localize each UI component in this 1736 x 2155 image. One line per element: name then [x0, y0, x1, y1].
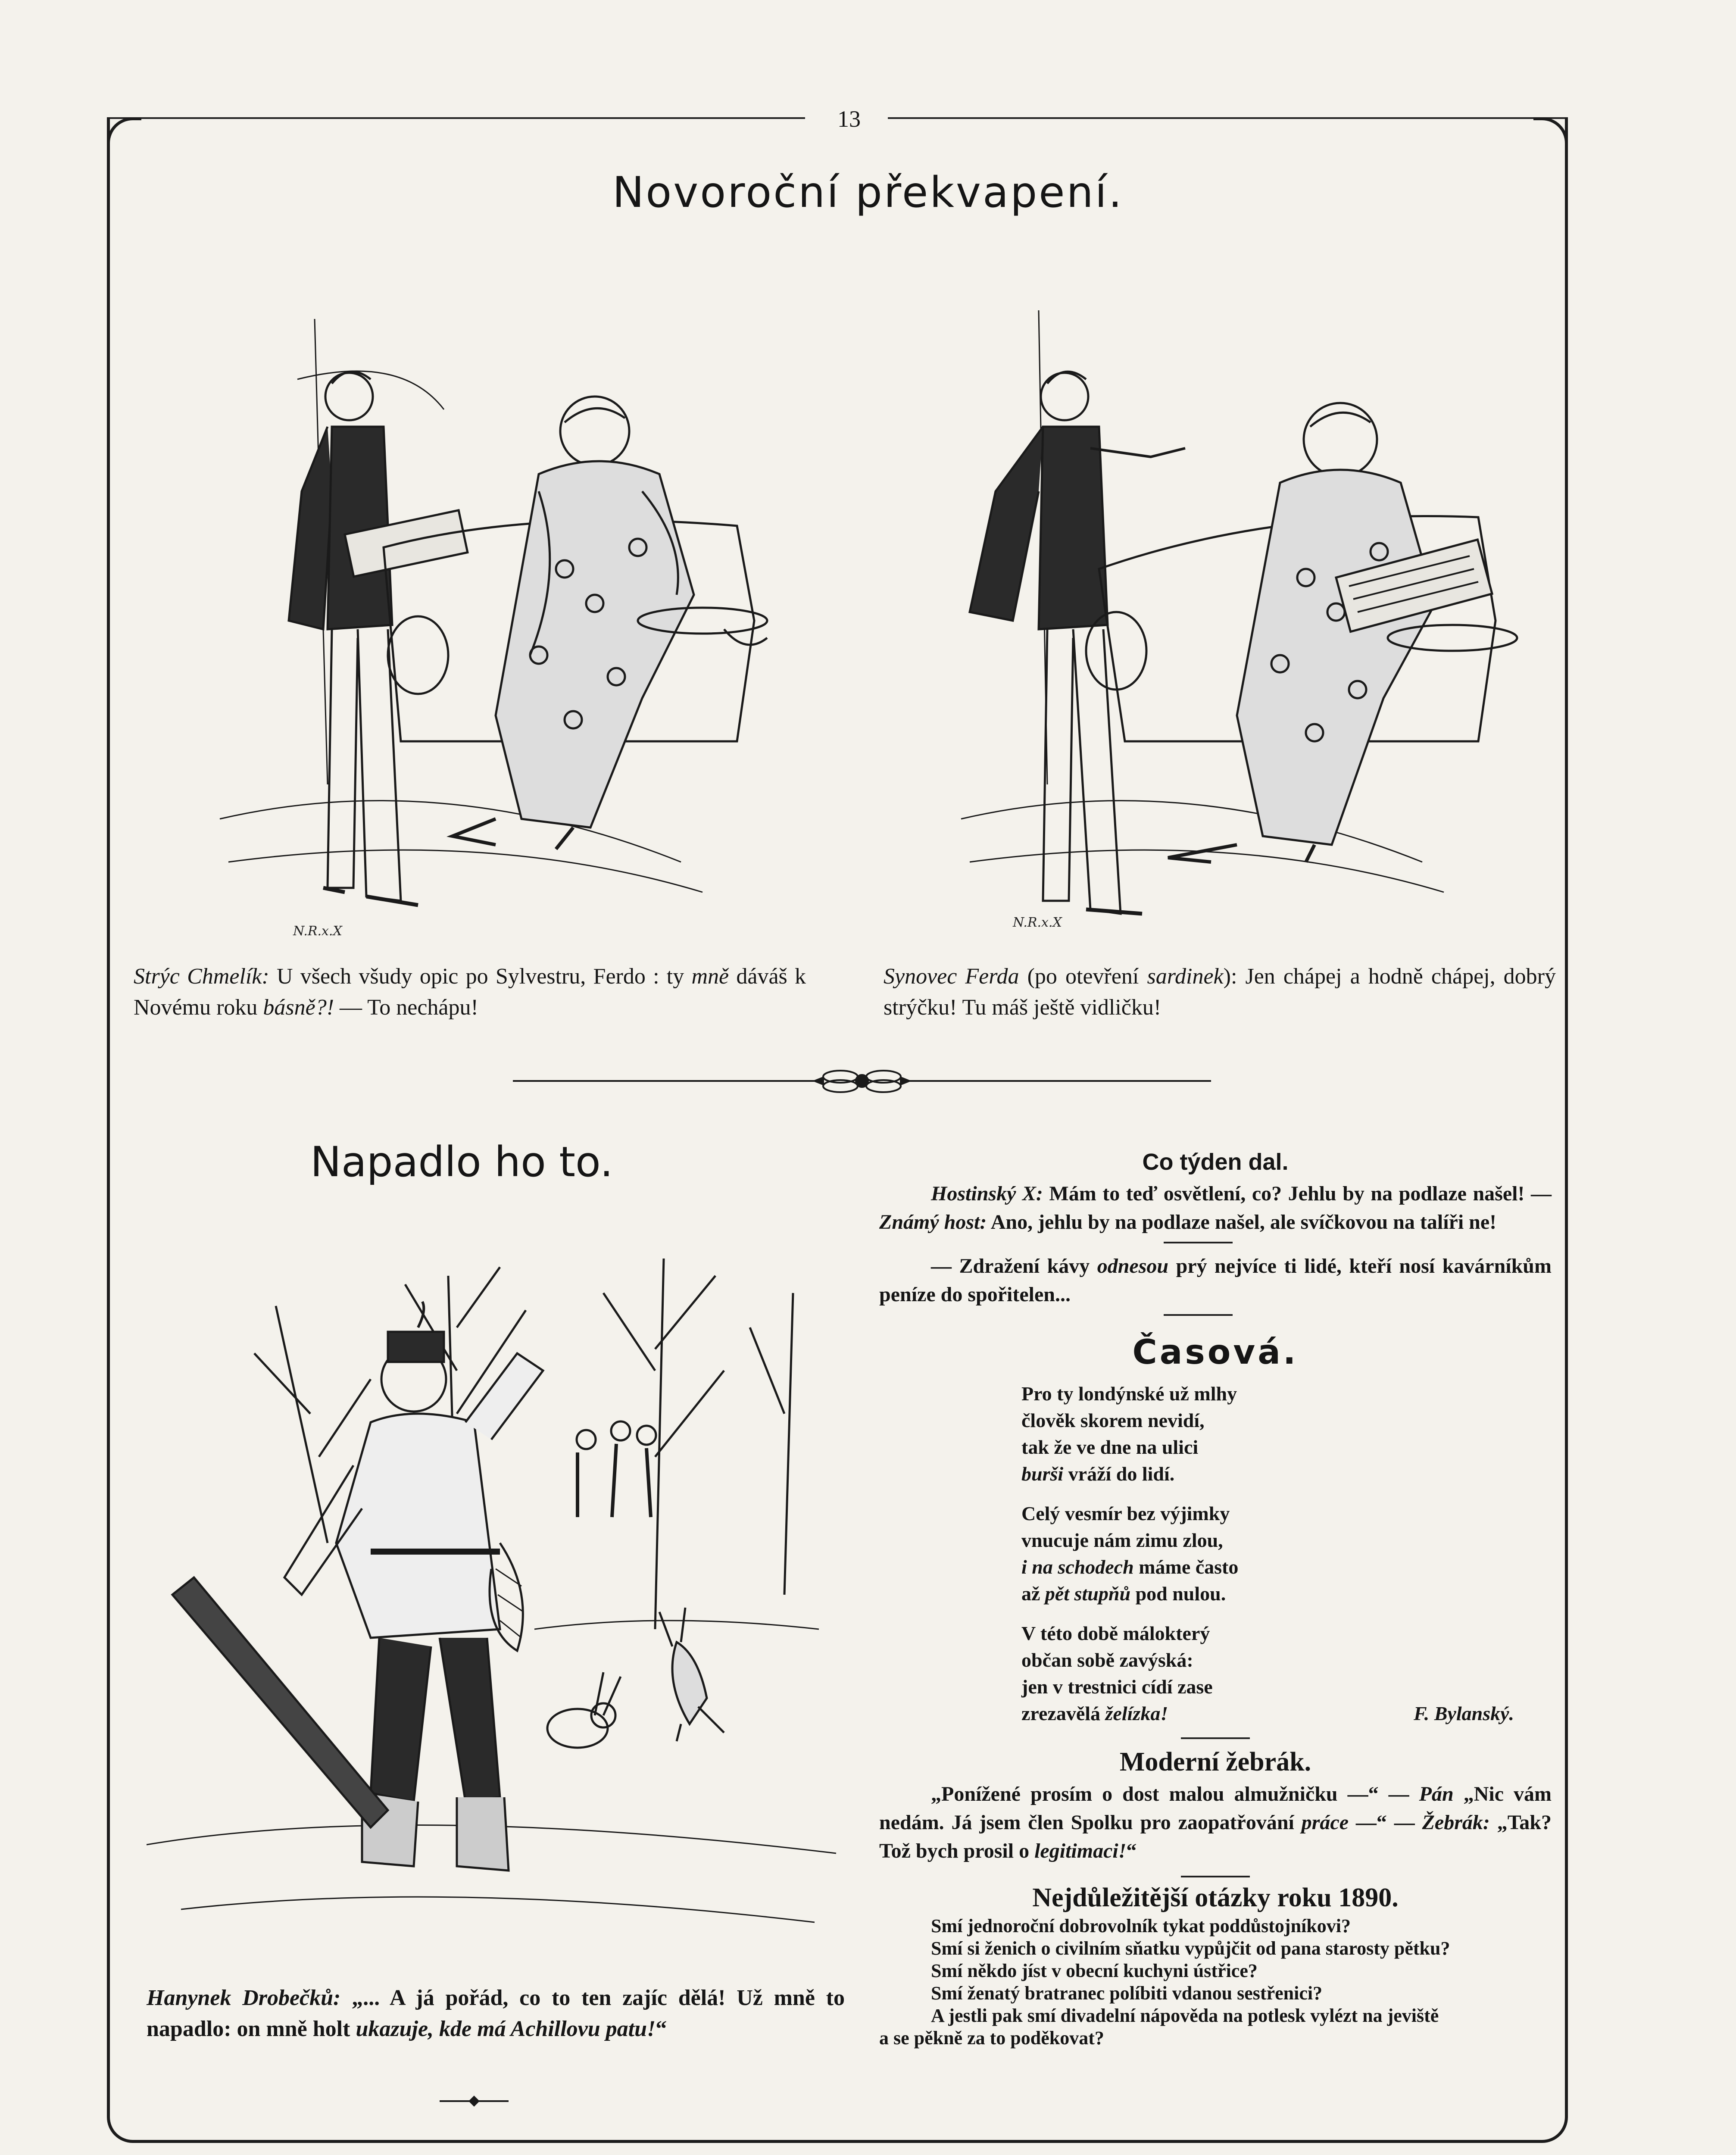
poem-line: V této době málokterý — [1021, 1622, 1210, 1644]
caption-text: ): Jen chápej a hodně chápej, dobrý strýčku! Tu máš ještě vidličku! — [884, 964, 1556, 1020]
illustrator-signature: N.R.x.X — [293, 924, 342, 939]
caption-speaker: Synovec Ferda — [884, 964, 1019, 989]
text: „Tak? Tož bych prosil o — [879, 1811, 1552, 1862]
poem-line: Celý vesmír bez výjimky — [1021, 1502, 1230, 1524]
cartoon-illustration-nephew-sardines — [884, 267, 1556, 940]
speaker: Hostinský X: — [931, 1182, 1043, 1205]
poem-line: jen v trestnici cídí zase — [1021, 1676, 1213, 1698]
ornamental-divider — [513, 1068, 1211, 1094]
text: vráží do lidí. — [1063, 1463, 1175, 1485]
emphasis: burši — [1021, 1463, 1064, 1485]
text: máme často — [1133, 1556, 1239, 1578]
heading-moderni-zebrak: Moderní žebrák. — [1119, 1747, 1311, 1777]
poem-line: vnucuje nám zimu zlou, — [1021, 1529, 1223, 1551]
caption-text: — To nechápu! — [334, 995, 478, 1020]
cartoon-illustration-uncle-book — [142, 267, 823, 940]
heading-co-tyden: Co týden dal. — [1142, 1149, 1289, 1175]
caption-text: “ — [656, 2017, 667, 2041]
text: prý nejvíce ti lidé, kteří nosí kavárníkům peníze do spořitelen... — [879, 1255, 1552, 1306]
question-line: Smí ženatý bratranec políbiti vdanou sestřenici? — [931, 1983, 1323, 2004]
emphasis: želízka! — [1105, 1702, 1168, 1724]
text: —“ — — [1349, 1811, 1422, 1834]
emphasis: pět stupňů — [1045, 1583, 1131, 1605]
caption-text: „... A já pořád, co to ten zajíc dělá! Už mně to napadlo: on mně holt — [147, 1986, 845, 2041]
paragraph-hostinsky — [879, 1180, 1552, 1237]
cartoon-caption-right — [884, 961, 1556, 1023]
poem-line — [1021, 1461, 1552, 1487]
poem-line: člověk skorem nevidí, — [1021, 1409, 1205, 1431]
emphasis: odnesou — [1097, 1255, 1169, 1277]
otazky-list — [879, 1915, 1552, 2049]
text: Ano, jehlu by na podlaze našel, ale svíčkovou na talíři ne! — [987, 1211, 1497, 1234]
short-rule — [1181, 1737, 1250, 1739]
caption-emphasis: mně — [691, 964, 729, 989]
illustrator-signature: N.R.x.X — [1013, 915, 1062, 930]
caption-text: dáváš k Novému roku — [134, 964, 806, 1020]
right-column — [879, 1149, 1552, 2049]
cartoon-caption-left — [134, 961, 806, 1023]
short-rule — [1181, 1876, 1250, 1877]
caption-text: (po otevření — [1019, 964, 1147, 989]
cartoon-illustration-hunter-hares — [147, 1241, 845, 1974]
section-title-napadlo: Napadlo ho to. — [310, 1138, 613, 1186]
short-rule — [1164, 1242, 1233, 1243]
caption-emphasis: ukazuje, kde má Achillovu patu! — [356, 2017, 656, 2041]
short-rule — [1164, 1314, 1233, 1316]
paragraph-kava — [879, 1252, 1552, 1309]
emphasis: Pán — [1419, 1783, 1454, 1805]
question-line: Smí si ženich o civilním sňatku vypůjčit od pana starosty pětku? — [931, 1938, 1450, 1959]
speaker: Známý host: — [879, 1211, 987, 1234]
main-title: Novoroční překvapení. — [612, 168, 1124, 217]
text: pod nulou. — [1130, 1583, 1226, 1605]
caption-emphasis: sardinek — [1147, 964, 1224, 989]
question-line: A jestli pak smí divadelní nápověda na potlesk vylézt na jeviště — [931, 2005, 1439, 2026]
poem-author: F. Bylanský. — [1414, 1702, 1514, 1724]
question-line: Smí jednoroční dobrovolník tykat poddůstojníkovi? — [931, 1915, 1351, 1936]
emphasis: práce — [1301, 1811, 1349, 1834]
cartoon-caption-hunter — [147, 1983, 845, 2045]
text: Mám to teď osvětlení, co? Jehlu by na podlaze našel! — — [1043, 1182, 1552, 1205]
poem-casova — [1021, 1380, 1552, 1727]
text: zrezavělá — [1021, 1702, 1105, 1724]
paragraph-zebrak — [879, 1780, 1552, 1865]
end-ornament — [440, 2095, 509, 2108]
page-number: 13 — [837, 106, 861, 132]
heading-otazky: Nejdůležitější otázky roku 1890. — [1032, 1883, 1399, 1912]
emphasis: Žebrák: — [1422, 1811, 1490, 1834]
emphasis: legitimaci! — [1034, 1840, 1127, 1862]
question-line: Smí někdo jíst v obecní kuchyni ústřice? — [931, 1960, 1258, 1981]
emphasis: i na schodech — [1021, 1556, 1134, 1578]
caption-speaker: Strýc Chmelík: — [134, 964, 269, 989]
poem-line: občan sobě zavýská: — [1021, 1649, 1193, 1671]
caption-speaker: Hanynek Drobečků: — [147, 1986, 341, 2010]
poem-line — [1021, 1580, 1552, 1607]
poem-line — [1021, 1700, 1552, 1727]
poem-line: tak že ve dne na ulici — [1021, 1436, 1199, 1458]
question-line: a se pěkně za to poděkovat? — [879, 2027, 1104, 2049]
text: „Nic vám nedám. Já jsem člen Spolku pro zaopatřování — [879, 1783, 1552, 1834]
caption-emphasis: básně?! — [263, 995, 334, 1020]
text: — Zdražení kávy — [931, 1255, 1097, 1277]
text: „Ponížené prosím o dost malou almužničku —“ — — [931, 1783, 1419, 1805]
text: až — [1021, 1583, 1045, 1605]
poem-line: Pro ty londýnské už mlhy — [1021, 1383, 1237, 1405]
caption-text: U všech všudy opic po Sylvestru, Ferdo : ty — [269, 964, 692, 989]
text: “ — [1126, 1840, 1137, 1862]
poem-line — [1021, 1554, 1552, 1580]
heading-casova: Časová. — [1132, 1333, 1299, 1372]
